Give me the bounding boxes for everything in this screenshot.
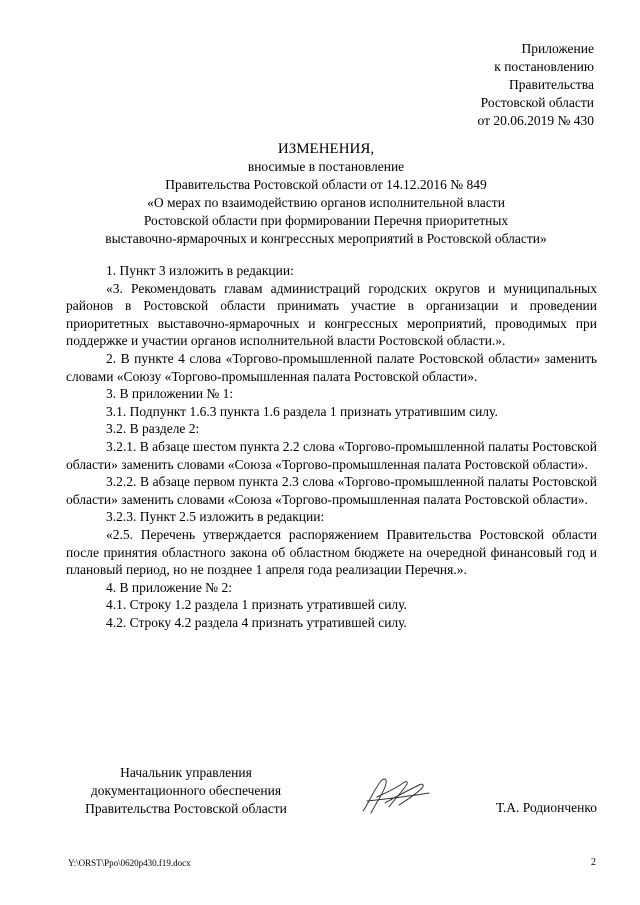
paragraph: 3.2.2. В абзаце первом пункта 2.3 слова «Торгово-промышленной палаты Ростовской области» заменить словами «Союза «Торгово-промышленная палата Ростовской области». (66, 474, 597, 507)
heading-line: Ростовской области при формировании Перечня приоритетных (143, 213, 509, 228)
document-body (66, 262, 597, 631)
paragraph: 3.2.1. В абзаце шестом пункта 2.2 слова «Торгово-промышленной палаты Ростовской области» заменить словами «Союза «Торгово-промышленная палата Ростовской области». (66, 438, 597, 472)
paragraph: 3. В приложении № 1: (106, 386, 234, 402)
handwritten-signature (355, 773, 435, 818)
appendix-line: Ростовской области (480, 95, 594, 110)
position-line: документационного обеспечения (90, 783, 282, 798)
paragraph: 3.2.3. Пункт 2.5 изложить в редакции: (106, 509, 325, 525)
heading-line: Правительства Ростовской области от 14.12.2016 № 849 (165, 177, 487, 192)
appendix-header (394, 40, 594, 130)
signatory-position (66, 764, 306, 818)
paragraph: 4.2. Строку 4.2 раздела 4 признать утратившей силу. (106, 614, 407, 630)
appendix-line: от 20.06.2019 № 430 (477, 113, 594, 128)
document-heading (40, 140, 612, 248)
heading-line: вносимые в постановление (247, 159, 405, 174)
appendix-line: Правительства (509, 77, 594, 92)
document-title: ИЗМЕНЕНИЯ, (277, 141, 375, 157)
heading-line: «О мерах по взаимодействию органов исполнительной власти (147, 195, 505, 210)
heading-line: выставочно-ярмарочных и конгрессных мероприятий в Ростовской области» (105, 231, 547, 246)
paragraph: «2.5. Перечень утверждается распоряжением Правительства Ростовской области после принятия областного закона об областном бюджете на очередной финансовый год и плановый период, но не позднее 1 апреля года реализации Перечня.». (66, 526, 597, 578)
position-line: Начальник управления (120, 765, 252, 780)
signatory-name: Т.А. Родионченко (496, 800, 597, 815)
page-number: 2 (591, 857, 596, 868)
paragraph: 1. Пункт 3 изложить в редакции: (106, 263, 294, 278)
paragraph: 3.2. В разделе 2: (106, 421, 200, 437)
paragraph: 3.1. Подпункт 1.6.3 пункта 1.6 раздела 1 признать утратившим силу. (106, 403, 498, 419)
paragraph: 4. В приложение № 2: (106, 579, 232, 595)
position-line: Правительства Ростовской области (85, 801, 287, 816)
paragraph: 2. В пункте 4 слова «Торгово-промышленной палате Ростовской области» заменить словами «Союзу «Торгово-промышленная палата Ростовской области». (66, 350, 597, 384)
file-path: Y:\ORST\Ppo\0620p430.f19.docx (68, 858, 191, 868)
paragraph: 4.1. Строку 1.2 раздела 1 признать утратившей силу. (106, 597, 407, 613)
paragraph: «3. Рекомендовать главам администраций городских округов и муниципальных районов в Ростовской области принимать участие в организации и проведении приоритетных выставочно-ярмарочных и конгрессных мероприятий, проводимых при поддержке и участии органов исполнительной власти Ростовской области.». (66, 280, 597, 349)
appendix-line: к постановлению (494, 59, 594, 74)
appendix-line: Приложение (521, 41, 594, 56)
